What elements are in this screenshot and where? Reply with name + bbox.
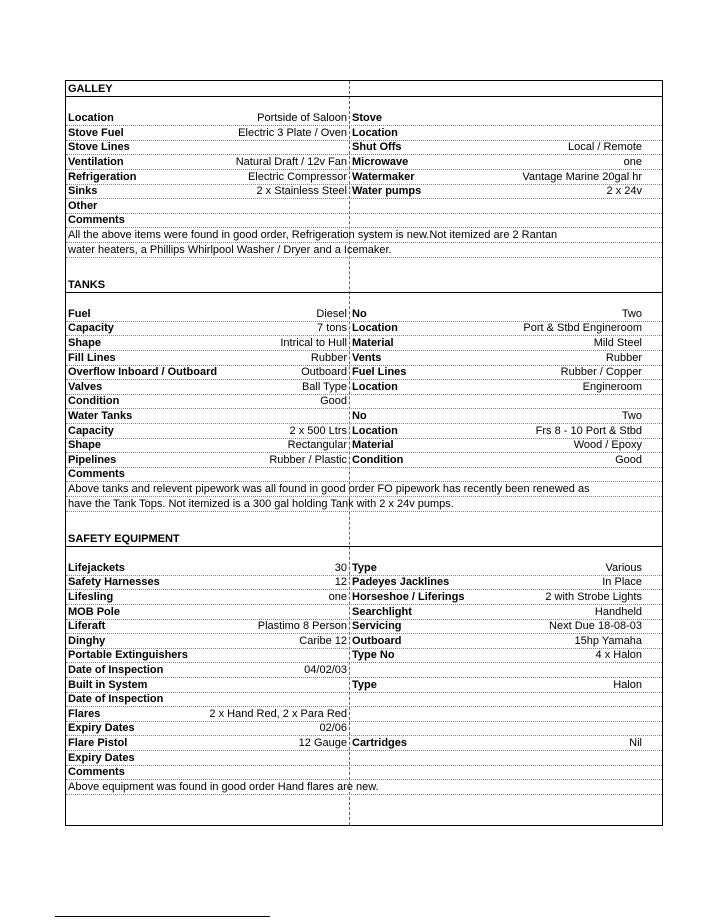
safety-row [66, 663, 662, 678]
safety-rk-cell: Outboard [352, 634, 402, 647]
galley-row [66, 170, 662, 185]
tanks-rk-cell: Condition [352, 453, 404, 466]
galley-lv-cell: Portside of Saloon [257, 112, 347, 125]
safety-rv-cell: 4 x Halon [595, 649, 642, 662]
footnote-rule [55, 916, 270, 917]
tanks-lk-cell: Shape [68, 337, 102, 350]
safety-lk-cell: Date of Inspection [68, 693, 164, 706]
galley-lv-cell: Electric 3 Plate / Oven [238, 126, 347, 139]
galley-lv-cell: 2 x Stainless Steel [256, 185, 347, 198]
tanks-row [66, 409, 662, 424]
safety-row [66, 765, 662, 780]
tanks-lv-cell: Good [320, 395, 347, 408]
safety-lk-cell: Safety Harnesses [68, 576, 160, 589]
tanks-lk-cell: Shape [68, 439, 102, 452]
tanks-rv-cell: Frs 8 - 10 Port & Stbd [535, 424, 642, 437]
tanks-lv-cell: Intrical to Hull [280, 337, 347, 350]
safety-lk-cell: Expiry Dates [68, 751, 135, 764]
safety-lk-cell: Date of Inspection [68, 664, 164, 677]
tanks-row [66, 394, 662, 409]
safety-lv-cell: 2 x Hand Red, 2 x Para Red [209, 707, 347, 720]
safety-lk-cell: Flare Pistol [68, 737, 128, 750]
galley-lk-cell: Comments [68, 214, 125, 227]
tanks-lv-cell: Outboard [301, 366, 347, 379]
safety-title: SAFETY EQUIPMENT [68, 532, 180, 545]
galley-row [66, 111, 662, 126]
safety-lv-cell: 02/06 [319, 722, 347, 735]
tanks-rk-cell: Location [352, 424, 398, 437]
tanks-lv-cell: Diesel [316, 307, 347, 320]
safety-rk-cell: Padeyes Jacklines [352, 576, 450, 589]
safety-comment-line [66, 780, 662, 795]
tanks-rv-cell: Mild Steel [593, 337, 642, 350]
safety-lv-cell: 30 [334, 561, 347, 574]
safety-row [66, 619, 662, 634]
safety-lk-cell: Dinghy [68, 634, 106, 647]
tanks-row [66, 424, 662, 439]
tanks-lk-cell: Overflow Inboard / Outboard [68, 366, 218, 379]
tanks-comment-text: Above tanks and relevent pipework was all found in good order FO pipework has recently been renewed as [68, 483, 590, 496]
safety-row [66, 605, 662, 620]
tanks-rv-cell: Good [615, 453, 642, 466]
safety-row [66, 736, 662, 751]
tanks-section-title [66, 278, 662, 293]
safety-rk-cell: Cartridges [352, 737, 408, 750]
galley-lk-cell: Stove Lines [68, 141, 130, 154]
safety-lk-cell: Liferaft [68, 620, 106, 633]
tanks-row [66, 351, 662, 366]
tanks-lk-cell: Fuel [68, 307, 91, 320]
galley-comment-text: All the above items were found in good order, Refrigeration system is new.Not itemized are 2 Rantan [68, 229, 558, 241]
tanks-title: TANKS [68, 278, 106, 291]
tanks-rk-cell: Material [352, 337, 394, 350]
safety-row [66, 721, 662, 736]
safety-lv-cell: 12 [334, 576, 347, 589]
safety-rk-cell: Servicing [352, 620, 402, 633]
safety-lk-cell: MOB Pole [68, 605, 120, 618]
safety-lk-cell: Lifesling [68, 591, 114, 604]
safety-lv-cell: Plastimo 8 Person [257, 620, 347, 633]
galley-section-title [66, 82, 662, 97]
tanks-lv-cell: Rubber [310, 351, 347, 364]
tanks-rk-cell: Material [352, 439, 394, 452]
safety-row [66, 634, 662, 649]
safety-row [66, 678, 662, 693]
safety-row [66, 707, 662, 722]
galley-row [66, 155, 662, 170]
safety-row [66, 575, 662, 590]
galley-row [66, 140, 662, 155]
safety-row [66, 590, 662, 605]
tanks-row [66, 321, 662, 336]
safety-rv-cell: Various [605, 561, 642, 574]
galley-rk-cell: Stove [352, 112, 382, 125]
tanks-rk-cell: No [352, 410, 367, 423]
galley-lk-cell: Sinks [68, 185, 98, 198]
safety-rv-cell: Nil [629, 737, 642, 750]
galley-lv-cell: Electric Compressor [247, 170, 347, 183]
safety-lk-cell: Lifejackets [68, 561, 125, 574]
tanks-comment-line [66, 497, 662, 512]
safety-rv-cell: 2 with Strobe Lights [545, 591, 642, 604]
safety-row [66, 751, 662, 766]
tanks-row [66, 438, 662, 453]
safety-comment-text: Above equipment was found in good order Hand flares are new. [68, 780, 379, 793]
galley-rv-cell: 2 x 24v [606, 185, 642, 198]
tanks-rv-cell: Engineroom [582, 380, 642, 393]
safety-rk-cell: Type [352, 678, 377, 691]
tanks-lk-cell: Fill Lines [68, 351, 116, 364]
tanks-rv-cell: Rubber / Copper [560, 366, 642, 379]
safety-lv-cell: Caribe 12 [299, 634, 347, 647]
tanks-lv-cell: Rectangular [287, 439, 347, 452]
safety-rv-cell: Handheld [594, 605, 642, 618]
safety-row [66, 561, 662, 576]
safety-rk-cell: Type No [352, 649, 395, 662]
tanks-lv-cell: Rubber / Plastic [269, 453, 347, 466]
safety-rk-cell: Type [352, 561, 377, 574]
safety-lv-cell: 12 Gauge [298, 737, 347, 750]
galley-title: GALLEY [68, 83, 113, 95]
galley-rk-cell: Location [352, 126, 398, 139]
tanks-row [66, 467, 662, 482]
galley-row [66, 213, 662, 228]
tanks-rv-cell: Wood / Epoxy [573, 439, 642, 452]
tanks-lk-cell: Condition [68, 395, 120, 408]
tanks-rk-cell: No [352, 307, 367, 320]
safety-row [66, 692, 662, 707]
tanks-lv-cell: 2 x 500 Ltrs [289, 424, 347, 437]
tanks-lk-cell: Pipelines [68, 453, 117, 466]
galley-lk-cell: Ventilation [68, 156, 124, 168]
galley-lv-cell: Natural Draft / 12v Fan [235, 156, 347, 168]
tanks-rv-cell: Two [621, 307, 642, 320]
safety-rv-cell: Halon [613, 678, 642, 691]
tanks-comment-text: have the Tank Tops. Not itemized is a 300 gal holding Tank with 2 x 24v pumps. [68, 497, 454, 510]
safety-rv-cell: In Place [602, 576, 642, 589]
galley-row [66, 199, 662, 214]
tanks-lk-cell: Capacity [68, 322, 114, 335]
tanks-lv-cell: 7 tons [317, 322, 347, 335]
safety-lk-cell: Flares [68, 707, 101, 720]
tanks-lk-cell: Water Tanks [68, 410, 133, 423]
tanks-rv-cell: Port & Stbd Engineroom [523, 322, 642, 335]
safety-lk-cell: Expiry Dates [68, 722, 135, 735]
galley-rv-cell: Vantage Marine 20gal hr [522, 170, 642, 183]
galley-rk-cell: Water pumps [352, 185, 422, 198]
galley-rv-cell: one [623, 156, 642, 168]
tanks-rv-cell: Two [621, 410, 642, 423]
tanks-lv-cell: Ball Type [301, 380, 347, 393]
galley-rk-cell: Shut Offs [352, 141, 402, 154]
tanks-row [66, 453, 662, 468]
safety-rk-cell: Searchlight [352, 605, 412, 618]
tanks-row [66, 380, 662, 395]
safety-lk-cell: Portable Extinguishers [68, 649, 188, 662]
tanks-lk-cell: Comments [68, 468, 125, 481]
tanks-row [66, 365, 662, 380]
tanks-row [66, 336, 662, 351]
galley-comment-line [66, 243, 662, 258]
galley-lk-cell: Stove Fuel [68, 126, 124, 139]
tanks-rk-cell: Vents [352, 351, 382, 364]
safety-lk-cell: Comments [68, 766, 125, 779]
tanks-comment-line [66, 482, 662, 497]
safety-section-title [66, 532, 662, 547]
tanks-rk-cell: Fuel Lines [352, 366, 407, 379]
galley-rv-cell: Local / Remote [568, 141, 642, 154]
galley-row [66, 126, 662, 141]
safety-rv-cell: 15hp Yamaha [574, 634, 642, 647]
tanks-rk-cell: Location [352, 322, 398, 335]
safety-lv-cell: one [328, 591, 347, 604]
tanks-rk-cell: Location [352, 380, 398, 393]
safety-lk-cell: Built in System [68, 678, 148, 691]
tanks-lk-cell: Capacity [68, 424, 114, 437]
safety-rk-cell: Horseshoe / Liferings [352, 591, 465, 604]
galley-rk-cell: Watermaker [352, 170, 415, 183]
tanks-row [66, 307, 662, 322]
galley-lk-cell: Location [68, 112, 114, 125]
galley-rk-cell: Microwave [352, 156, 409, 168]
safety-lv-cell: 04/02/03 [304, 664, 347, 677]
galley-lk-cell: Other [68, 199, 98, 212]
galley-row [66, 184, 662, 199]
survey-sheet [65, 80, 663, 826]
galley-comment-text: water heaters, a Phillips Whirlpool Washer / Dryer and a Icemaker. [68, 243, 392, 256]
galley-comment-line [66, 228, 662, 243]
galley-lk-cell: Refrigeration [68, 170, 137, 183]
safety-rv-cell: Next Due 18-08-03 [549, 620, 642, 633]
tanks-rv-cell: Rubber [605, 351, 642, 364]
tanks-lk-cell: Valves [68, 380, 103, 393]
safety-row [66, 648, 662, 663]
